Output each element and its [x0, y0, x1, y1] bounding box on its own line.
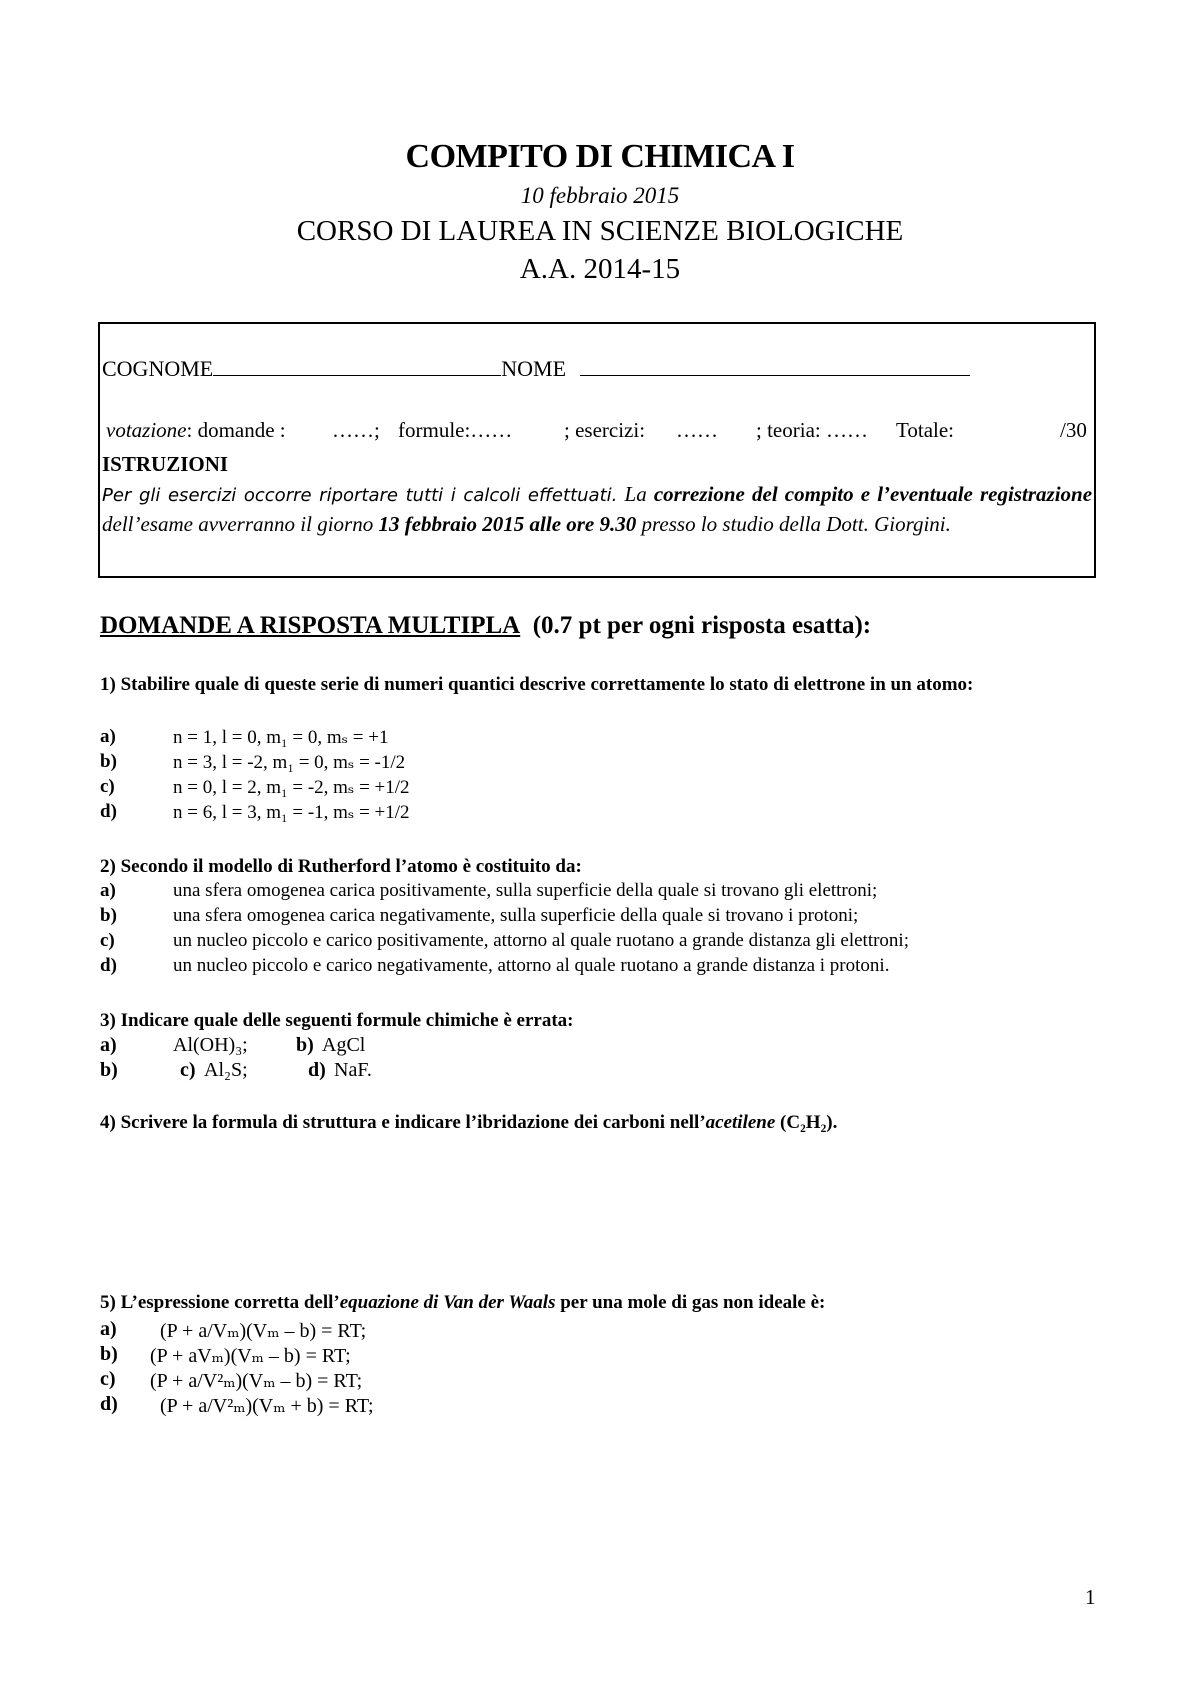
- cognome-label: COGNOME: [102, 356, 214, 381]
- question-3: 3) Indicare quale delle seguenti formule chimiche è errata:: [100, 1010, 574, 1031]
- esercizi-score[interactable]: ……: [676, 418, 718, 442]
- domande-score[interactable]: ……;: [332, 418, 380, 442]
- teoria-score[interactable]: ; teoria: ……: [756, 418, 868, 442]
- academic-year: A.A. 2014-15: [519, 253, 681, 285]
- question-2: 2) Secondo il modello di Rutherford l’atomo è costituito da:: [100, 856, 582, 877]
- formule-score[interactable]: formule:……: [398, 418, 513, 442]
- nome-label: NOME: [501, 356, 567, 381]
- max-score: /30: [1060, 418, 1087, 442]
- question-5: 5) L’espressione corretta dell’equazione di Van der Waals per una mole di gas non ideale è:: [100, 1292, 826, 1313]
- question-1: 1) Stabilire quale di queste serie di numeri quantici descrive correttamente lo stato di elettrone in un atomo:: [100, 674, 974, 695]
- nome-field[interactable]: [580, 357, 970, 376]
- section-heading: DOMANDE A RISPOSTA MULTIPLA (0.7 pt per ogni risposta esatta):: [100, 612, 872, 639]
- page-number: 1: [1085, 1585, 1096, 1609]
- istruzioni-text: Per gli esercizi occorre riportare tutti i calcoli effettuati. La correzione del compito e l’eventuale registrazione dell’esame avverranno il giorno 13 febbraio 2015 alle ore 9.30 presso lo studio della Dott. Giorgini.: [102, 482, 1093, 536]
- exam-date: 10 febbraio 2015: [520, 183, 680, 208]
- esercizi-label: ; esercizi:: [564, 418, 646, 442]
- domande-label: : domande :: [186, 418, 286, 442]
- course-name: CORSO DI LAUREA IN SCIENZE BIOLOGICHE: [296, 215, 904, 247]
- votazione-label: votazione: [106, 418, 187, 442]
- totale-label: Totale:: [896, 418, 955, 442]
- name-row: [102, 356, 970, 382]
- cognome-field[interactable]: [213, 357, 501, 376]
- istruzioni-title: ISTRUZIONI: [102, 452, 229, 476]
- student-info-box: [98, 322, 1096, 578]
- exam-title: COMPITO DI CHIMICA I: [405, 138, 795, 175]
- question-4: 4) Scrivere la formula di struttura e indicare l’ibridazione dei carboni nell’acetilene (C₂H₂).: [100, 1112, 838, 1133]
